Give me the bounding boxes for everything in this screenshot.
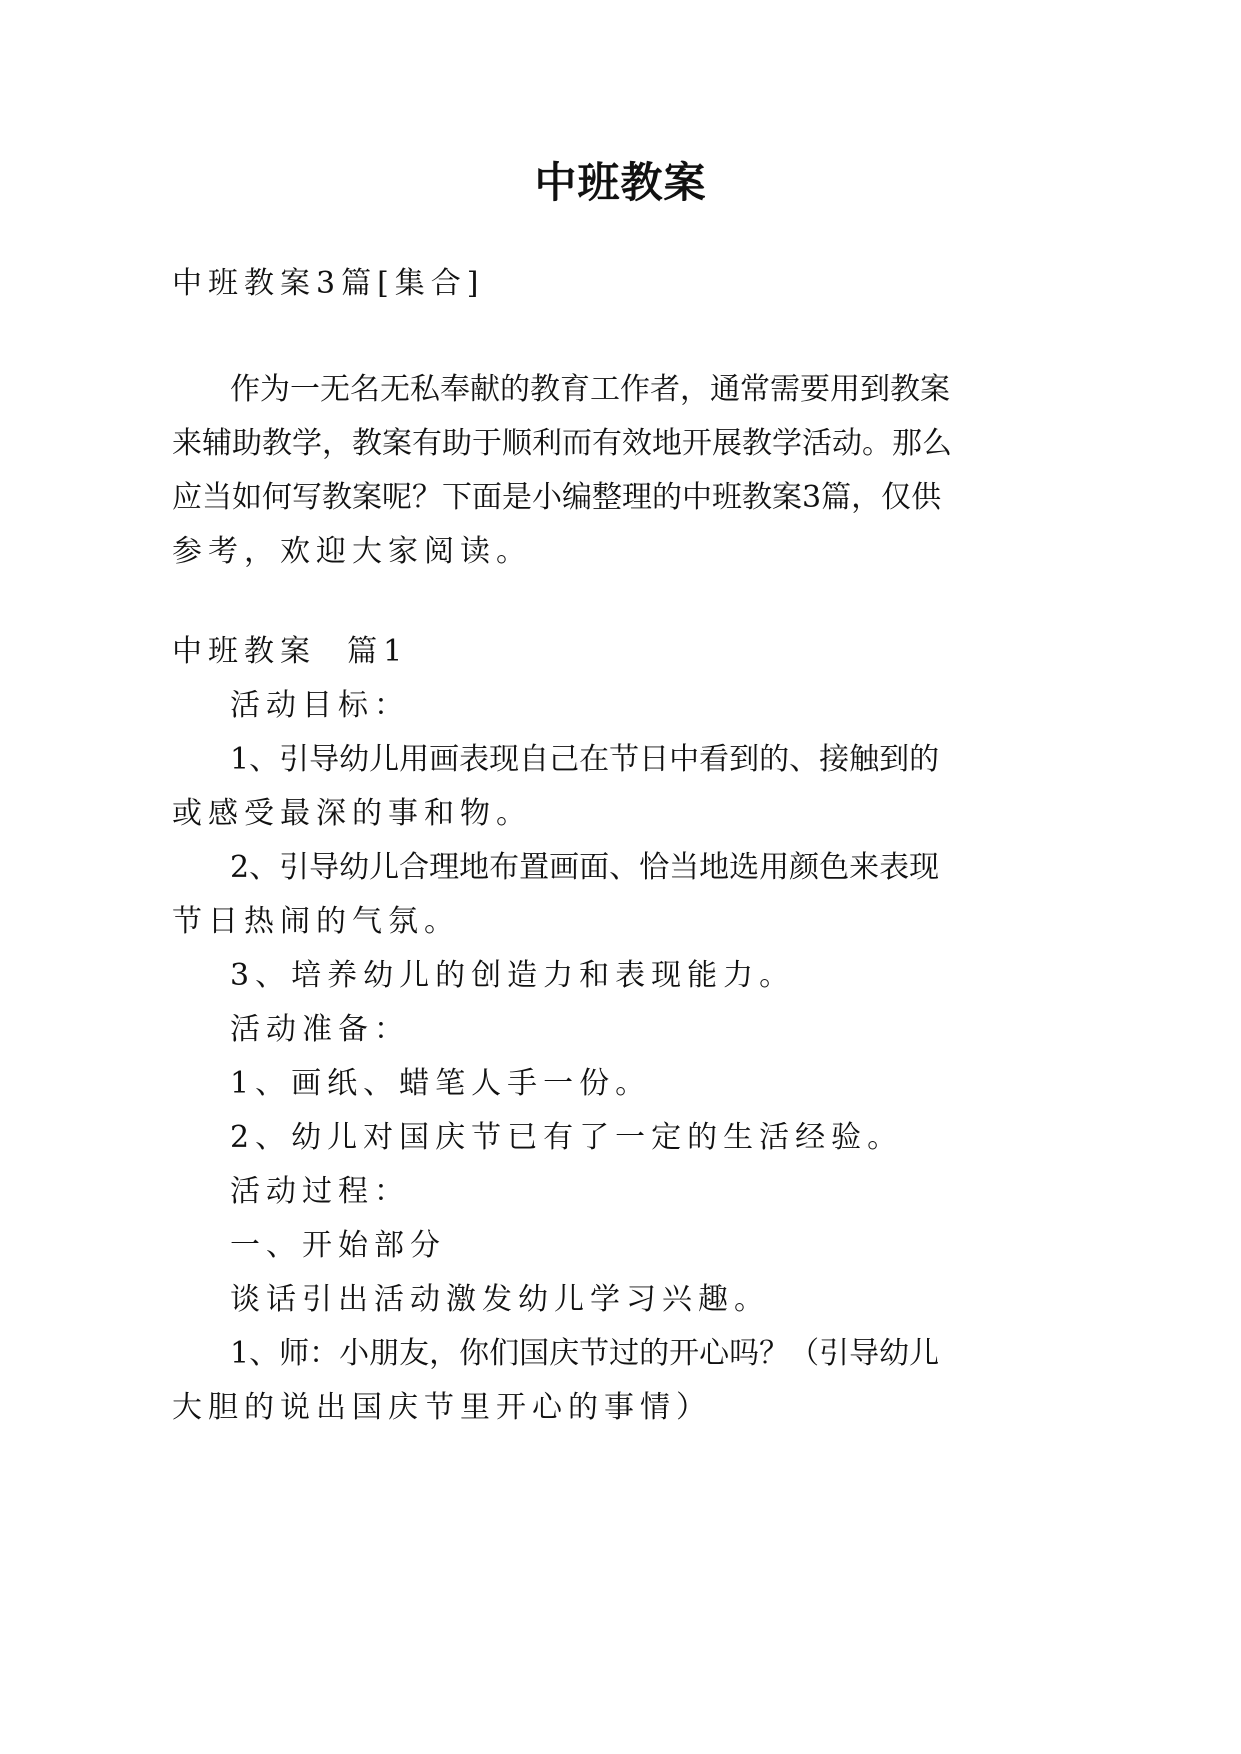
body-line: 一、开始部分 — [230, 1228, 446, 1263]
body-line: 活动目标： — [230, 688, 410, 723]
body-line: 活动准备： — [230, 1012, 410, 1047]
body-line: 活动过程： — [230, 1174, 410, 1209]
body-line: 3、培养幼儿的创造力和表现能力。 — [230, 958, 796, 993]
section-heading: 中班教案 篇1 — [172, 634, 409, 669]
document-title: 中班教案 — [534, 158, 707, 207]
intro-line: 参考，欢迎大家阅读。 — [172, 534, 532, 569]
body-line: 2、引导幼儿合理地布置画面、恰当地选用颜色来表现 — [230, 850, 940, 885]
intro-line: 来辅助教学，教案有助于顺利而有效地开展教学活动。那么 — [172, 426, 952, 461]
body-line: 2、幼儿对国庆节已有了一定的生活经验。 — [230, 1120, 904, 1155]
body-line: 大胆的说出国庆节里开心的事情） — [172, 1390, 712, 1425]
intro-line: 应当如何写教案呢？下面是小编整理的中班教案3篇，仅供 — [172, 480, 942, 515]
body-line: 谈话引出活动激发幼儿学习兴趣。 — [230, 1282, 770, 1317]
body-line: 1、画纸、蜡笔人手一份。 — [230, 1066, 652, 1101]
body-line: 1、引导幼儿用画表现自己在节日中看到的、接触到的 — [230, 742, 940, 777]
body-line: 节日热闹的气氛。 — [172, 904, 460, 939]
document-subtitle: 中班教案3篇[集合] — [172, 266, 485, 301]
body-line: 或感受最深的事和物。 — [172, 796, 532, 831]
intro-line: 作为一无名无私奉献的教育工作者，通常需要用到教案 — [230, 372, 950, 407]
body-line: 1、师：小朋友，你们国庆节过的开心吗？（引导幼儿 — [230, 1336, 940, 1371]
